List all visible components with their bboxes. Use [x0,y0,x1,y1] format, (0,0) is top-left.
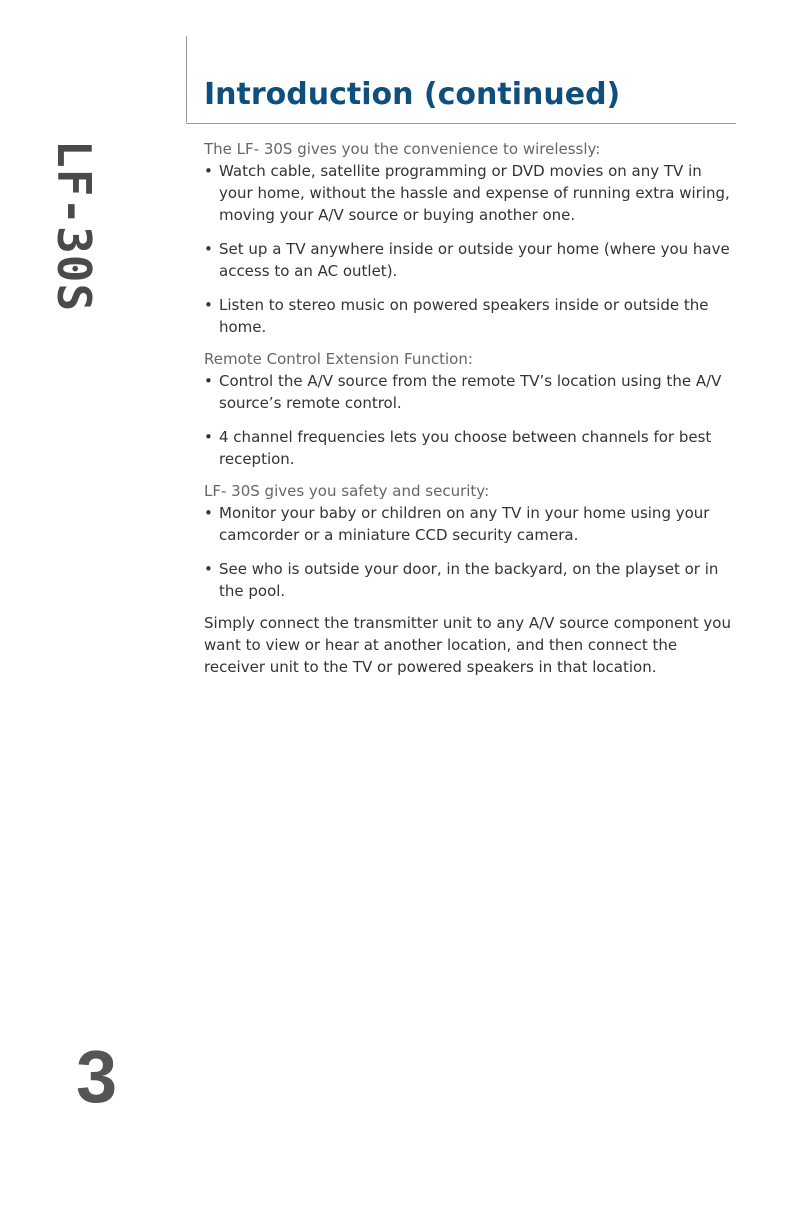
section-heading-security: LF- 30S gives you safety and security: [204,482,490,500]
list-item: • See who is outside your door, in the backyard, on the playset or in the pool. [204,558,740,602]
page-number: 3 [76,1035,118,1118]
section-heading-remote: Remote Control Extension Function: [204,350,473,368]
list-item: • Watch cable, satellite programming or DVD movies on any TV in your home, without the hassle and expense of running extra wiring, moving your A/V source or buying another one. [204,160,740,226]
model-side-label: LF-30S [47,140,101,313]
remote-list [204,370,740,470]
list-item: • Set up a TV anywhere inside or outside your home (where you have access to an AC outlet). [204,238,740,282]
convenience-list [204,160,740,338]
security-list [204,502,740,602]
section-heading-convenience: The LF- 30S gives you the convenience to wirelessly: [204,140,601,158]
vertical-divider [186,36,187,122]
list-item: • Control the A/V source from the remote TV’s location using the A/V source’s remote control. [204,370,740,414]
title-underline [186,123,736,124]
list-item: • Listen to stereo music on powered speakers inside or outside the home. [204,294,740,338]
list-item: • Monitor your baby or children on any TV in your home using your camcorder or a miniature CCD security camera. [204,502,740,546]
closing-paragraph: Simply connect the transmitter unit to any A/V source component you want to view or hear at another location, and then connect the receiver unit to the TV or powered speakers in that location. [204,614,731,676]
page-title: Introduction (continued) [204,77,621,112]
main-content [204,138,740,678]
list-item: • 4 channel frequencies lets you choose between channels for best reception. [204,426,740,470]
